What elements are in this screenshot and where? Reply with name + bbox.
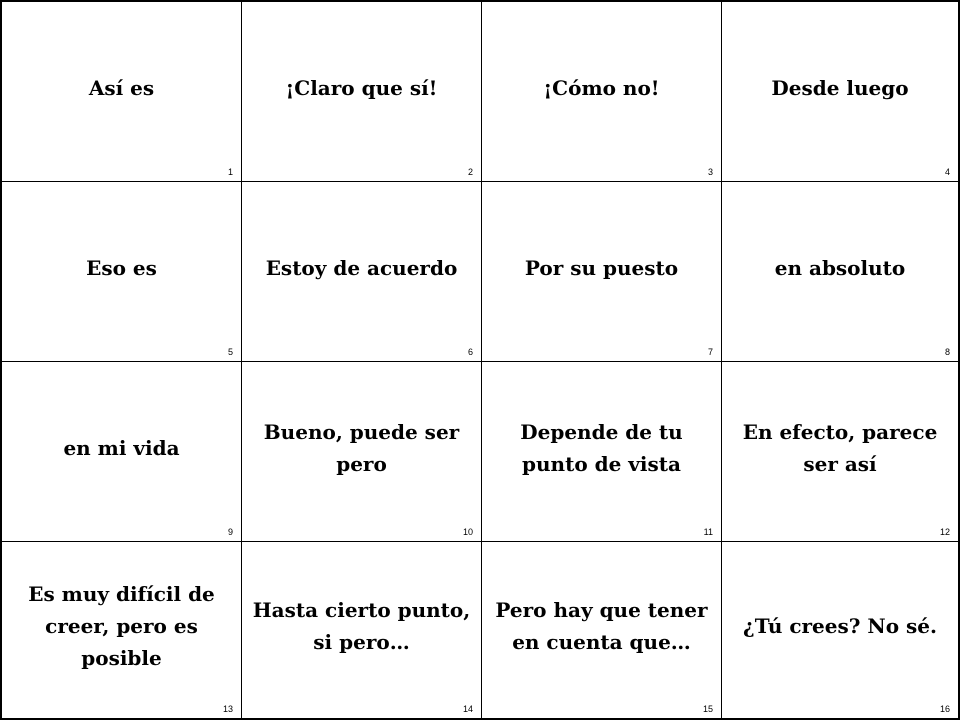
card-phrase: Es muy difícil de creer, pero es posible xyxy=(28,582,215,670)
card-8 xyxy=(722,182,958,362)
card-phrase: Por su puesto xyxy=(524,255,679,280)
card-11 xyxy=(482,362,722,542)
card-number: 2 xyxy=(467,167,473,177)
card-number: 3 xyxy=(707,167,713,177)
card-phrase: Bueno, puede ser pero xyxy=(263,419,460,476)
card-9 xyxy=(2,362,242,542)
card-3 xyxy=(482,2,722,182)
card-7 xyxy=(482,182,722,362)
card-phrase: Estoy de acuerdo xyxy=(265,255,458,280)
card-number: 14 xyxy=(462,704,473,714)
card-16 xyxy=(722,542,958,718)
card-15 xyxy=(482,542,722,718)
card-12 xyxy=(722,362,958,542)
card-phrase: Pero hay que tener en cuenta que… xyxy=(495,598,708,654)
card-phrase: Depende de tu punto de vista xyxy=(520,419,683,476)
card-phrase: ¡Cómo no! xyxy=(543,75,660,100)
card-number: 7 xyxy=(707,347,713,357)
card-number: 5 xyxy=(227,347,233,357)
card-6 xyxy=(242,182,482,362)
card-phrase: Desde luego xyxy=(771,75,909,100)
card-number: 11 xyxy=(703,527,713,537)
card-phrase: ¿Tú crees? No sé. xyxy=(743,614,937,638)
card-1 xyxy=(2,2,242,182)
card-number: 12 xyxy=(939,527,950,537)
card-14 xyxy=(242,542,482,718)
card-2 xyxy=(242,2,482,182)
card-phrase: Hasta cierto punto, si pero… xyxy=(252,598,471,654)
card-phrase: Así es xyxy=(88,75,155,100)
card-number: 4 xyxy=(944,167,950,177)
card-number: 10 xyxy=(462,527,473,537)
card-phrase: en mi vida xyxy=(63,435,180,460)
card-number: 8 xyxy=(944,347,950,357)
card-phrase: en absoluto xyxy=(774,255,906,280)
card-number: 6 xyxy=(467,347,473,357)
card-number: 16 xyxy=(939,704,950,714)
card-number: 9 xyxy=(227,527,233,537)
card-number: 1 xyxy=(227,167,233,177)
card-phrase: Eso es xyxy=(86,255,157,280)
card-phrase: En efecto, parece ser así xyxy=(742,419,938,476)
card-number: 15 xyxy=(702,704,713,714)
card-phrase: ¡Claro que sí! xyxy=(285,75,438,100)
card-13 xyxy=(2,542,242,718)
card-5 xyxy=(2,182,242,362)
card-4 xyxy=(722,2,958,182)
card-number: 13 xyxy=(222,704,233,714)
card-10 xyxy=(242,362,482,542)
